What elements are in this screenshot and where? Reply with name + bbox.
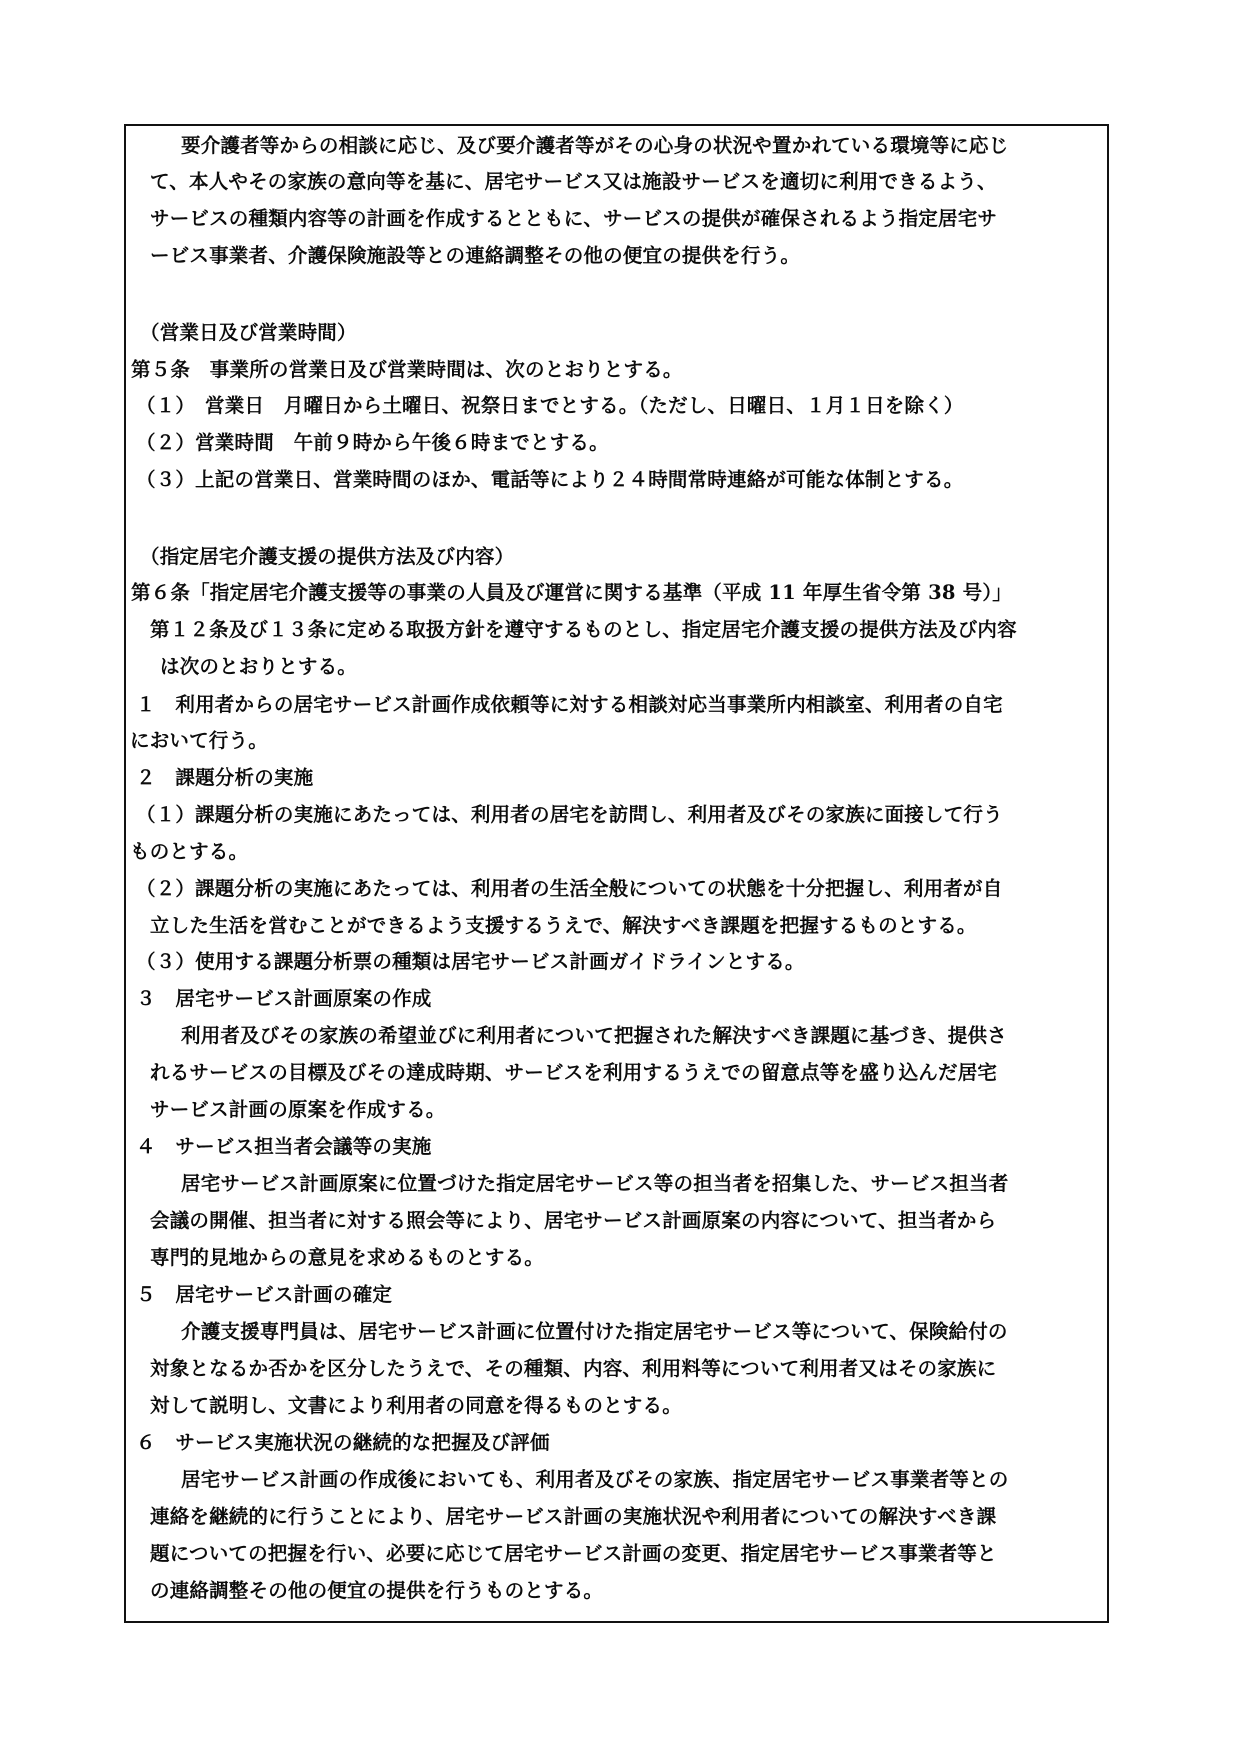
item-6-line-1: 居宅サービス計画の作成後においても、利用者及びその家族、指定居宅サービス事業者等との [181,1468,1009,1491]
section-heading-business-hours: （営業日及び営業時間） [140,321,357,344]
article-5-item-1: （１） 営業日 月曜日から土曜日、祝祭日までとする。（ただし、日曜日、１月１日を除く） [136,394,964,417]
item-3-line-2: れるサービスの目標及びその達成時期、サービスを利用するうえでの留意点等を盛り込んだ居宅 [150,1061,998,1084]
item-6-heading: ６ サービス実施状況の継続的な把握及び評価 [136,1431,550,1454]
intro-line-4: ービス事業者、介護保険施設等との連絡調整その他の便宜の提供を行う。 [150,244,801,267]
item-4-heading: ４ サービス担当者会議等の実施 [136,1135,432,1158]
item-5-line-2: 対象となるか否かを区分したうえで、その種類、内容、利用料等について利用者又はその家族に [150,1357,997,1380]
section-heading-support-method: （指定居宅介護支援の提供方法及び内容） [140,545,515,568]
item-2-heading: ２ 課題分析の実施 [136,766,314,789]
item-5-line-3: 対して説明し、文書により利用者の同意を得るものとする。 [150,1394,682,1417]
item-3-line-1: 利用者及びその家族の希望並びに利用者について把握された解決すべき課題に基づき、提供さ [181,1024,1007,1047]
item-3-line-3: サービス計画の原案を作成する。 [150,1098,446,1121]
intro-line-3: サービスの種類内容等の計画を作成するとともに、サービスの提供が確保されるよう指定居宅サ [150,207,998,230]
item-2-sub-1-line-2: ものとする。 [130,840,249,863]
item-6-line-4: の連絡調整その他の便宜の提供を行うものとする。 [150,1579,604,1602]
item-1-line-1: １ 利用者からの居宅サービス計画作成依頼等に対する相談対応当事業所内相談室、利用者の自宅 [136,693,1003,716]
item-3-heading: ３ 居宅サービス計画原案の作成 [136,987,432,1010]
article-6-line-1: 第６条「指定居宅介護支援等の事業の人員及び運営に関する基準（平成 11 年厚生省令第 38 号）」 [131,581,1012,604]
article-6-line-2: 第１２条及び１３条に定める取扱方針を遵守するものとし、指定居宅介護支援の提供方法及び内容 [150,618,1017,641]
item-6-line-2: 連絡を継続的に行うことにより、居宅サービス計画の実施状況や利用者についての解決すべき課 [150,1505,997,1528]
item-2-sub-2-line-2: 立した生活を営むことができるよう支援するうえで、解決すべき課題を把握するものとする。 [150,914,977,937]
item-2-sub-3: （３）使用する課題分析票の種類は居宅サービス計画ガイドラインとする。 [136,950,805,973]
article-5-item-2: （２）営業時間 午前９時から午後６時までとする。 [136,431,609,454]
item-4-line-1: 居宅サービス計画原案に位置づけた指定居宅サービス等の担当者を招集した、サービス担当者 [181,1172,1009,1195]
item-6-line-3: 題についての把握を行い、必要に応じて居宅サービス計画の変更、指定居宅サービス事業者等と [150,1542,997,1565]
item-5-line-1: 介護支援専門員は、居宅サービス計画に位置付けた指定居宅サービス等について、保険給付の [181,1320,1008,1343]
item-4-line-3: 専門的見地からの意見を求めるものとする。 [150,1246,545,1269]
item-2-sub-1-line-1: （１）課題分析の実施にあたっては、利用者の居宅を訪問し、利用者及びその家族に面接して行う [136,803,1003,826]
intro-line-2: て、本人やその家族の意向等を基に、居宅サービス又は施設サービスを適切に利用できるよう、 [150,170,997,193]
item-2-sub-2-line-1: （２）課題分析の実施にあたっては、利用者の生活全般についての状態を十分把握し、利用者が自 [136,877,1003,900]
article-5-item-3: （３）上記の営業日、営業時間のほか、電話等により２４時間常時連絡が可能な体制とする。 [136,468,964,491]
item-4-line-2: 会議の開催、担当者に対する照会等により、居宅サービス計画原案の内容について、担当者から [150,1209,997,1232]
item-1-line-2: において行う。 [130,729,268,752]
intro-line-1: 要介護者等からの相談に応じ、及び要介護者等がその心身の状況や置かれている環境等に応じ [181,134,1009,157]
item-5-heading: ５ 居宅サービス計画の確定 [136,1283,393,1306]
article-5-title: 第５条 事業所の営業日及び営業時間は、次のとおりとする。 [131,358,683,381]
article-6-line-3: は次のとおりとする。 [160,655,358,678]
